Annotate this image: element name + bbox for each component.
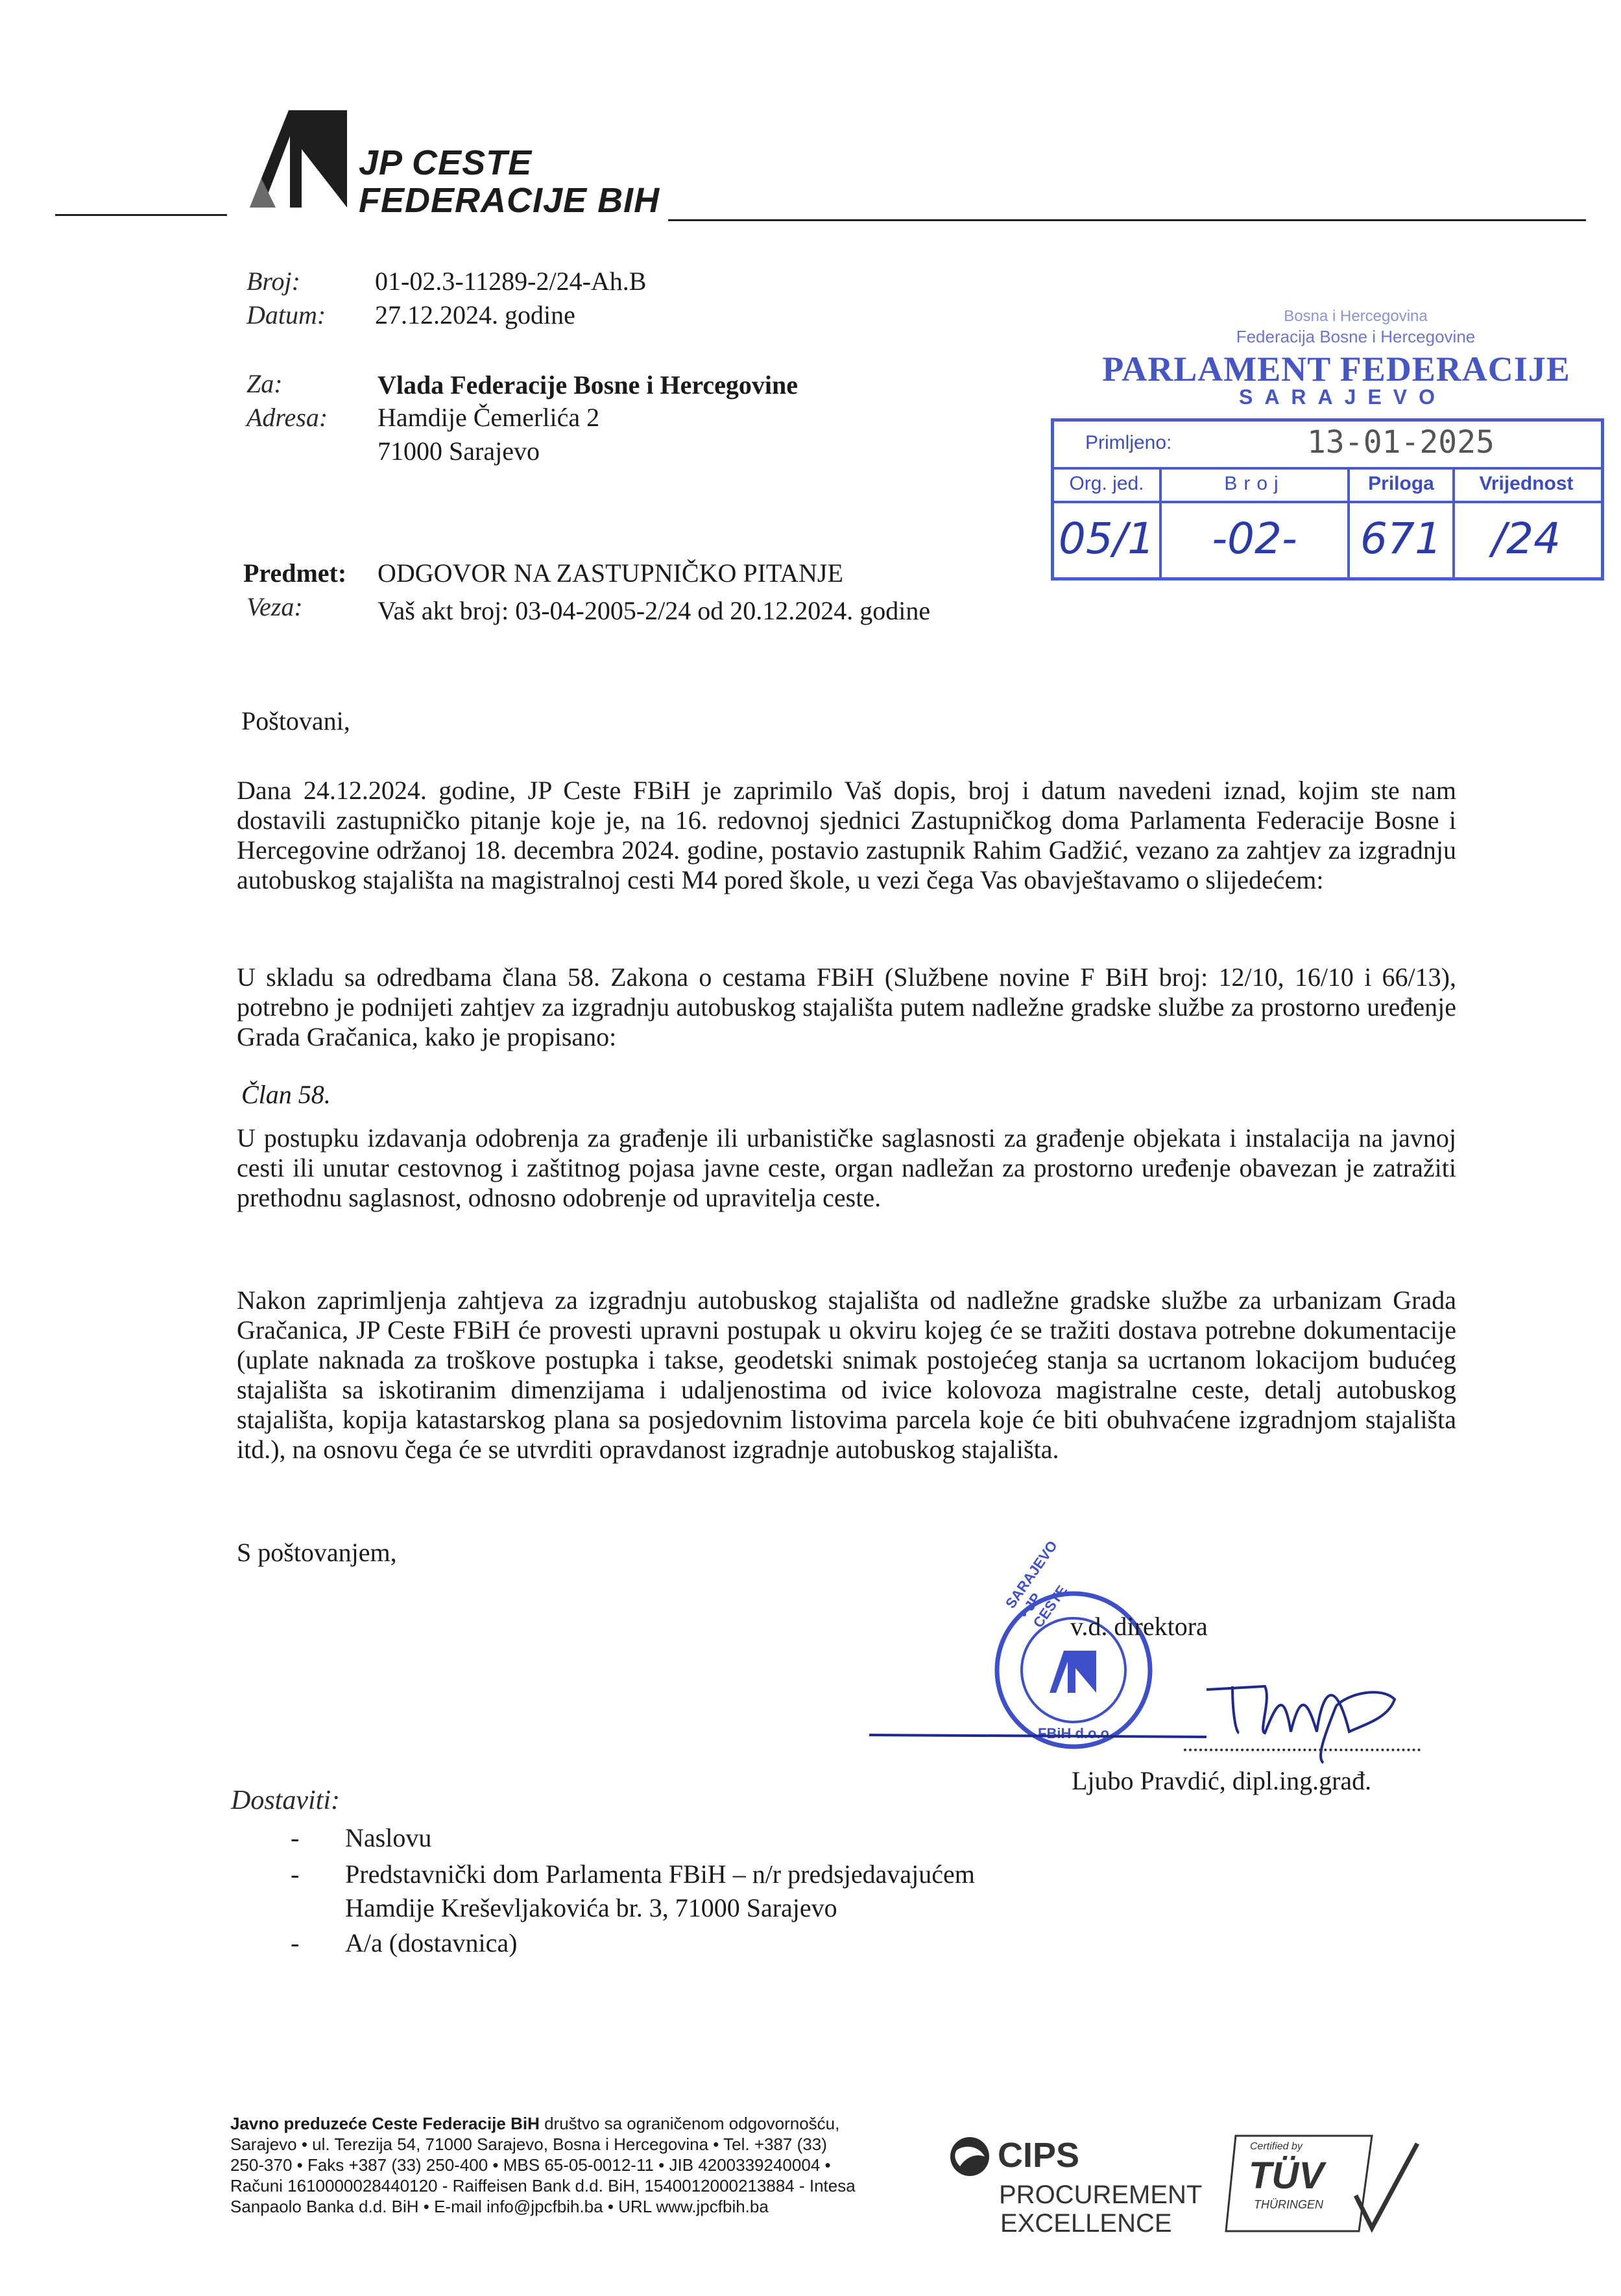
adresa-label: Adresa: bbox=[246, 403, 328, 432]
footer-line-2: Sarajevo • ul. Terezija 54, 71000 Sarajevo, Bosna i Hercegovina • Tel. +387 (33) bbox=[230, 2135, 827, 2154]
company-name-line2: FEDERACIJE BIH bbox=[359, 181, 660, 220]
cips-excellence: EXCELLENCE bbox=[1000, 2209, 1172, 2238]
footer-company-name: Javno preduzeće Ceste Federacije BiH bbox=[230, 2114, 540, 2133]
adresa-line2: 71000 Sarajevo bbox=[378, 436, 540, 466]
footer-company-info bbox=[230, 2113, 931, 2217]
paragraph-3: U postupku izdavanja odobrenja za građenje ili urbanističke saglasnosti za građenje objekata i instalacija na javnoj cesti ili unutar cestovnog i zaštitnog pojasa javne ceste, organ nadležan za prostorno uređenje obavezan je zatražiti prethodnu saglasnost, odnosno odobrenje od upravitelja ceste. bbox=[237, 1123, 1456, 1212]
closing: S poštovanjem, bbox=[237, 1538, 397, 1567]
signatory-name: Ljubo Pravdić, dipl.ing.građ. bbox=[1072, 1766, 1372, 1795]
stamp-col-org: Org. jed. bbox=[1054, 467, 1162, 501]
cips-globe-icon bbox=[947, 2134, 992, 2179]
dostaviti-bullet-3: - bbox=[291, 1928, 300, 1957]
footer-line-1 bbox=[230, 2113, 931, 2134]
stamp-row-headers bbox=[1054, 467, 1601, 503]
dostaviti-bullet-1: - bbox=[291, 1823, 300, 1852]
footer-company-type: društvo sa ograničenom odgovornošću, bbox=[539, 2114, 840, 2133]
cips-procurement: PROCUREMENT bbox=[999, 2181, 1203, 2209]
round-stamp-text-top: SARAJEVO • JP CESTE bbox=[1002, 1537, 1071, 1631]
dostaviti-item-2-line2: Hamdije Kreševljakovića br. 3, 71000 Sarajevo bbox=[345, 1893, 837, 1922]
paragraph-2: U skladu sa odredbama člana 58. Zakona o cestama FBiH (Službene novine F BiH broj: 12/10, 16/10 i 66/13), potrebno je podnijeti zahtjev za izgradnju autobuskog stajališta putem nadležne gradske službe za prostorno uređenje Grada Gračanica, kako je propisano: bbox=[237, 963, 1456, 1051]
stamp-col-broj: Broj bbox=[1162, 467, 1350, 501]
tuv-region: THÜRINGEN bbox=[1254, 2198, 1323, 2211]
datum-value: 27.12.2024. godine bbox=[375, 300, 575, 329]
company-name bbox=[359, 144, 660, 219]
dostaviti-label: Dostaviti: bbox=[231, 1786, 340, 1815]
header-rule-left bbox=[55, 214, 227, 216]
stamp-hand-priloga: 671 bbox=[1350, 501, 1455, 577]
stamp-line4: SARAJEVO bbox=[1238, 385, 1447, 409]
signature-dotted-line bbox=[1184, 1749, 1421, 1751]
za-label: Za: bbox=[246, 369, 283, 398]
dostaviti-item-2-line1: Predstavnički dom Parlamenta FBiH – n/r predsjedavajućem bbox=[345, 1860, 975, 1889]
stamp-row-primljeno bbox=[1054, 422, 1601, 470]
predmet-value: ODGOVOR NA ZASTUPNIČKO PITANJE bbox=[378, 558, 843, 588]
veza-value: Vaš akt broj: 03-04-2005-2/24 od 20.12.2024. godine bbox=[378, 596, 931, 625]
dostaviti-item-1: Naslovu bbox=[345, 1823, 432, 1852]
stamp-hand-org: 05/1 bbox=[1054, 501, 1162, 577]
primljeno-value: 13-01-2025 bbox=[1307, 424, 1495, 460]
predmet-label: Predmet: bbox=[243, 558, 347, 588]
header-rule-right bbox=[668, 219, 1586, 221]
stamp-col-priloga: Priloga bbox=[1350, 467, 1455, 501]
clan-heading: Član 58. bbox=[241, 1080, 331, 1109]
stamp-hand-vrijednost: /24 bbox=[1491, 514, 1561, 564]
stamp-line2: Federacija Bosne i Hercegovine bbox=[1236, 327, 1476, 346]
stamp-line1: Bosna i Hercegovina bbox=[1284, 307, 1428, 325]
receipt-stamp bbox=[1051, 418, 1604, 580]
footer-line-3: 250-370 • Faks +387 (33) 250-400 • MBS 65-05-0012-11 • JIB 4200339240004 • bbox=[230, 2155, 831, 2175]
stamp-line3: PARLAMENT FEDERACIJE bbox=[1102, 350, 1570, 389]
tuv-wordmark: TÜV bbox=[1249, 2155, 1324, 2197]
tuv-certified-by: Certified by bbox=[1250, 2141, 1303, 2152]
za-value: Vlada Federacije Bosne i Hercegovine bbox=[378, 370, 798, 400]
dostaviti-item-3: A/a (dostavnica) bbox=[345, 1928, 518, 1957]
jp-ceste-logo-icon bbox=[250, 110, 347, 208]
footer-line-4: Računi 1610000028440120 - Raiffeisen Bank d.d. BiH, 1540012000213884 - Intesa bbox=[230, 2176, 856, 2195]
tuv-certification-logo bbox=[1223, 2131, 1424, 2238]
veza-label: Veza: bbox=[246, 592, 303, 621]
cips-wordmark: CIPS bbox=[998, 2136, 1080, 2175]
paragraph-1: Dana 24.12.2024. godine, JP Ceste FBiH je zaprimilo Vaš dopis, broj i datum navedeni iznad, kojim ste nam dostavili zastupničko pitanje koje je, na 16. redovnoj sjednici Zastupničkog doma Parlamenta Federacije Bosne i Hercegovine održanoj 18. decembra 2024. godine, postavio zastupnik Rahim Gadžić, vezano za zahtjev za izgradnju autobuskog stajališta na magistralnoj cesti M4 pored škole, u vezi čega Vas obavještavamo o slijedećem: bbox=[237, 776, 1456, 894]
stamp-col-vrijednost: Vrijednost bbox=[1479, 473, 1574, 494]
footer-line-5: Sanpaolo Banka d.d. BiH • E-mail info@jpcfbih.ba • URL www.jpcfbih.ba bbox=[230, 2197, 769, 2216]
adresa-line1: Hamdije Čemerlića 2 bbox=[378, 403, 600, 432]
broj-value: 01-02.3-11289-2/24-Ah.B bbox=[375, 267, 647, 296]
paragraph-4: Nakon zaprimljenja zahtjeva za izgradnju autobuskog stajališta od nadležne gradske službe za urbanizam Grada Gračanica, JP Ceste FBiH će provesti upravni postupak u okviru kojeg će se tražiti dostava potrebne dokumentacije (uplate naknada za troškove postupka i takse, geodetski snimak postojećeg stanja sa ucrtanom lokacijom budućeg stajališta sa iskotiranim dimenzijama i udaljenostima od ivice kolovoza magistralne ceste, detalj autobuskog stajališta, kopija katastarskog plana sa posjedovnim listovima parcela koje će biti obuhvaćene izgradnjom stajališta itd.), na osnovu čega će se utvrditi opravdanost izgradnje autobuskog stajališta. bbox=[237, 1286, 1456, 1464]
signatory-title: v.d. direktora bbox=[1070, 1612, 1208, 1641]
broj-label: Broj: bbox=[246, 267, 300, 296]
primljeno-label: Primljeno: bbox=[1085, 432, 1172, 453]
datum-label: Datum: bbox=[246, 300, 326, 329]
stamp-hand-broj: -02- bbox=[1162, 501, 1350, 577]
round-stamp-text-bottom: FBiH d.o.o. bbox=[1038, 1725, 1114, 1741]
company-name-line1: JP CESTE bbox=[359, 143, 533, 182]
salutation: Poštovani, bbox=[241, 706, 350, 735]
dostaviti-bullet-2: - bbox=[291, 1860, 300, 1889]
